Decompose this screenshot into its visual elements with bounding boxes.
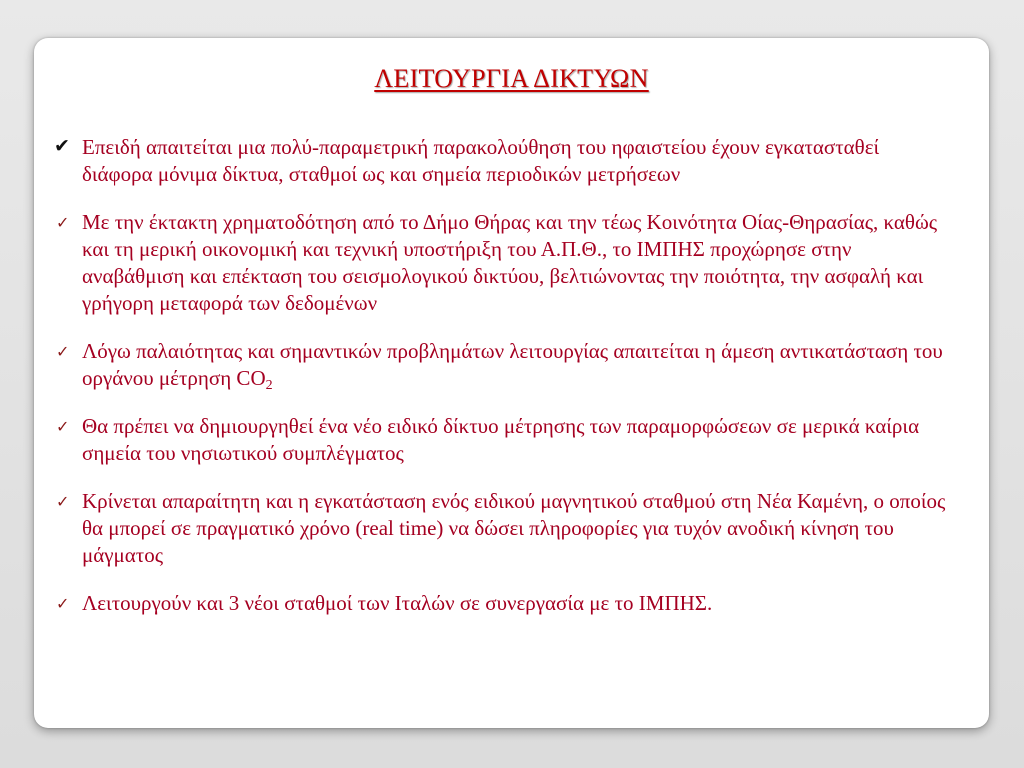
bullet-list [54, 134, 954, 638]
bullet-text: Επειδή απαιτείται μια πολύ-παραμετρική παρακολούθηση του ηφαιστείου έχουν εγκατασταθεί διάφορα μόνιμα δίκτυα, σταθμοί ως και σημεία περιοδικών μετρήσεων [82, 135, 880, 186]
co2-subscript: 2 [265, 378, 273, 393]
bullet-text: Κρίνεται απαραίτητη και η εγκατάσταση ενός ειδικού μαγνητικού σταθμού στη Νέα Καμένη, ο οποίος θα μπορεί σε πραγματικό χρόνο (real time) να δώσει πληροφορίες για τυχόν ανοδική κίνηση του μάγματος [82, 489, 946, 567]
check-icon: ✓ [56, 594, 70, 613]
check-icon: ✓ [56, 492, 70, 511]
bullet-item [54, 488, 954, 569]
bullet-text: Με την έκτακτη χρηματοδότηση από το Δήμο Θήρας και την τέως Κοινότητα Οίας-Θηρασίας, καθώς και τη μερική οικονομική και τεχνική υποστήριξη του Α.Π.Θ., το ΙΜΠΗΣ προχώρησε στην αναβάθμιση και επέκταση του σεισμολογικού δικτύου, βελτιώνοντας την ποιότητα, την ασφαλή και γρήγορη μεταφορά των δεδομένων [82, 210, 938, 315]
check-icon: ✓ [56, 417, 70, 436]
check-icon: ✓ [56, 213, 70, 232]
bullet-item [54, 590, 954, 617]
slide [34, 38, 989, 728]
bullet-item [54, 413, 954, 467]
bullet-text: Λειτουργούν και 3 νέοι σταθμοί των Ιταλών σε συνεργασία με το ΙΜΠΗΣ. [82, 591, 713, 615]
check-icon: ✔ [54, 135, 70, 157]
bullet-text: Θα πρέπει να δημιουργηθεί ένα νέο ειδικό δίκτυο μέτρησης των παραμορφώσεων σε μερικά καίρια σημεία του νησιωτικού συμπλέγματος [82, 414, 920, 465]
bullet-text [82, 339, 943, 393]
bullet-item [54, 209, 954, 317]
slide-title: ΛΕΙΤΟΥΡΓΙΑ ΔΙΚΤΥΩΝ [374, 64, 649, 93]
bullet-item [54, 338, 954, 392]
bullet-item [54, 134, 954, 188]
bullet-text-main: Λόγω παλαιότητας και σημαντικών προβλημάτων λειτουργίας απαιτείται η άμεση αντικατάσταση του οργάνου μέτρηση CO [82, 339, 943, 390]
check-icon: ✓ [56, 342, 70, 361]
